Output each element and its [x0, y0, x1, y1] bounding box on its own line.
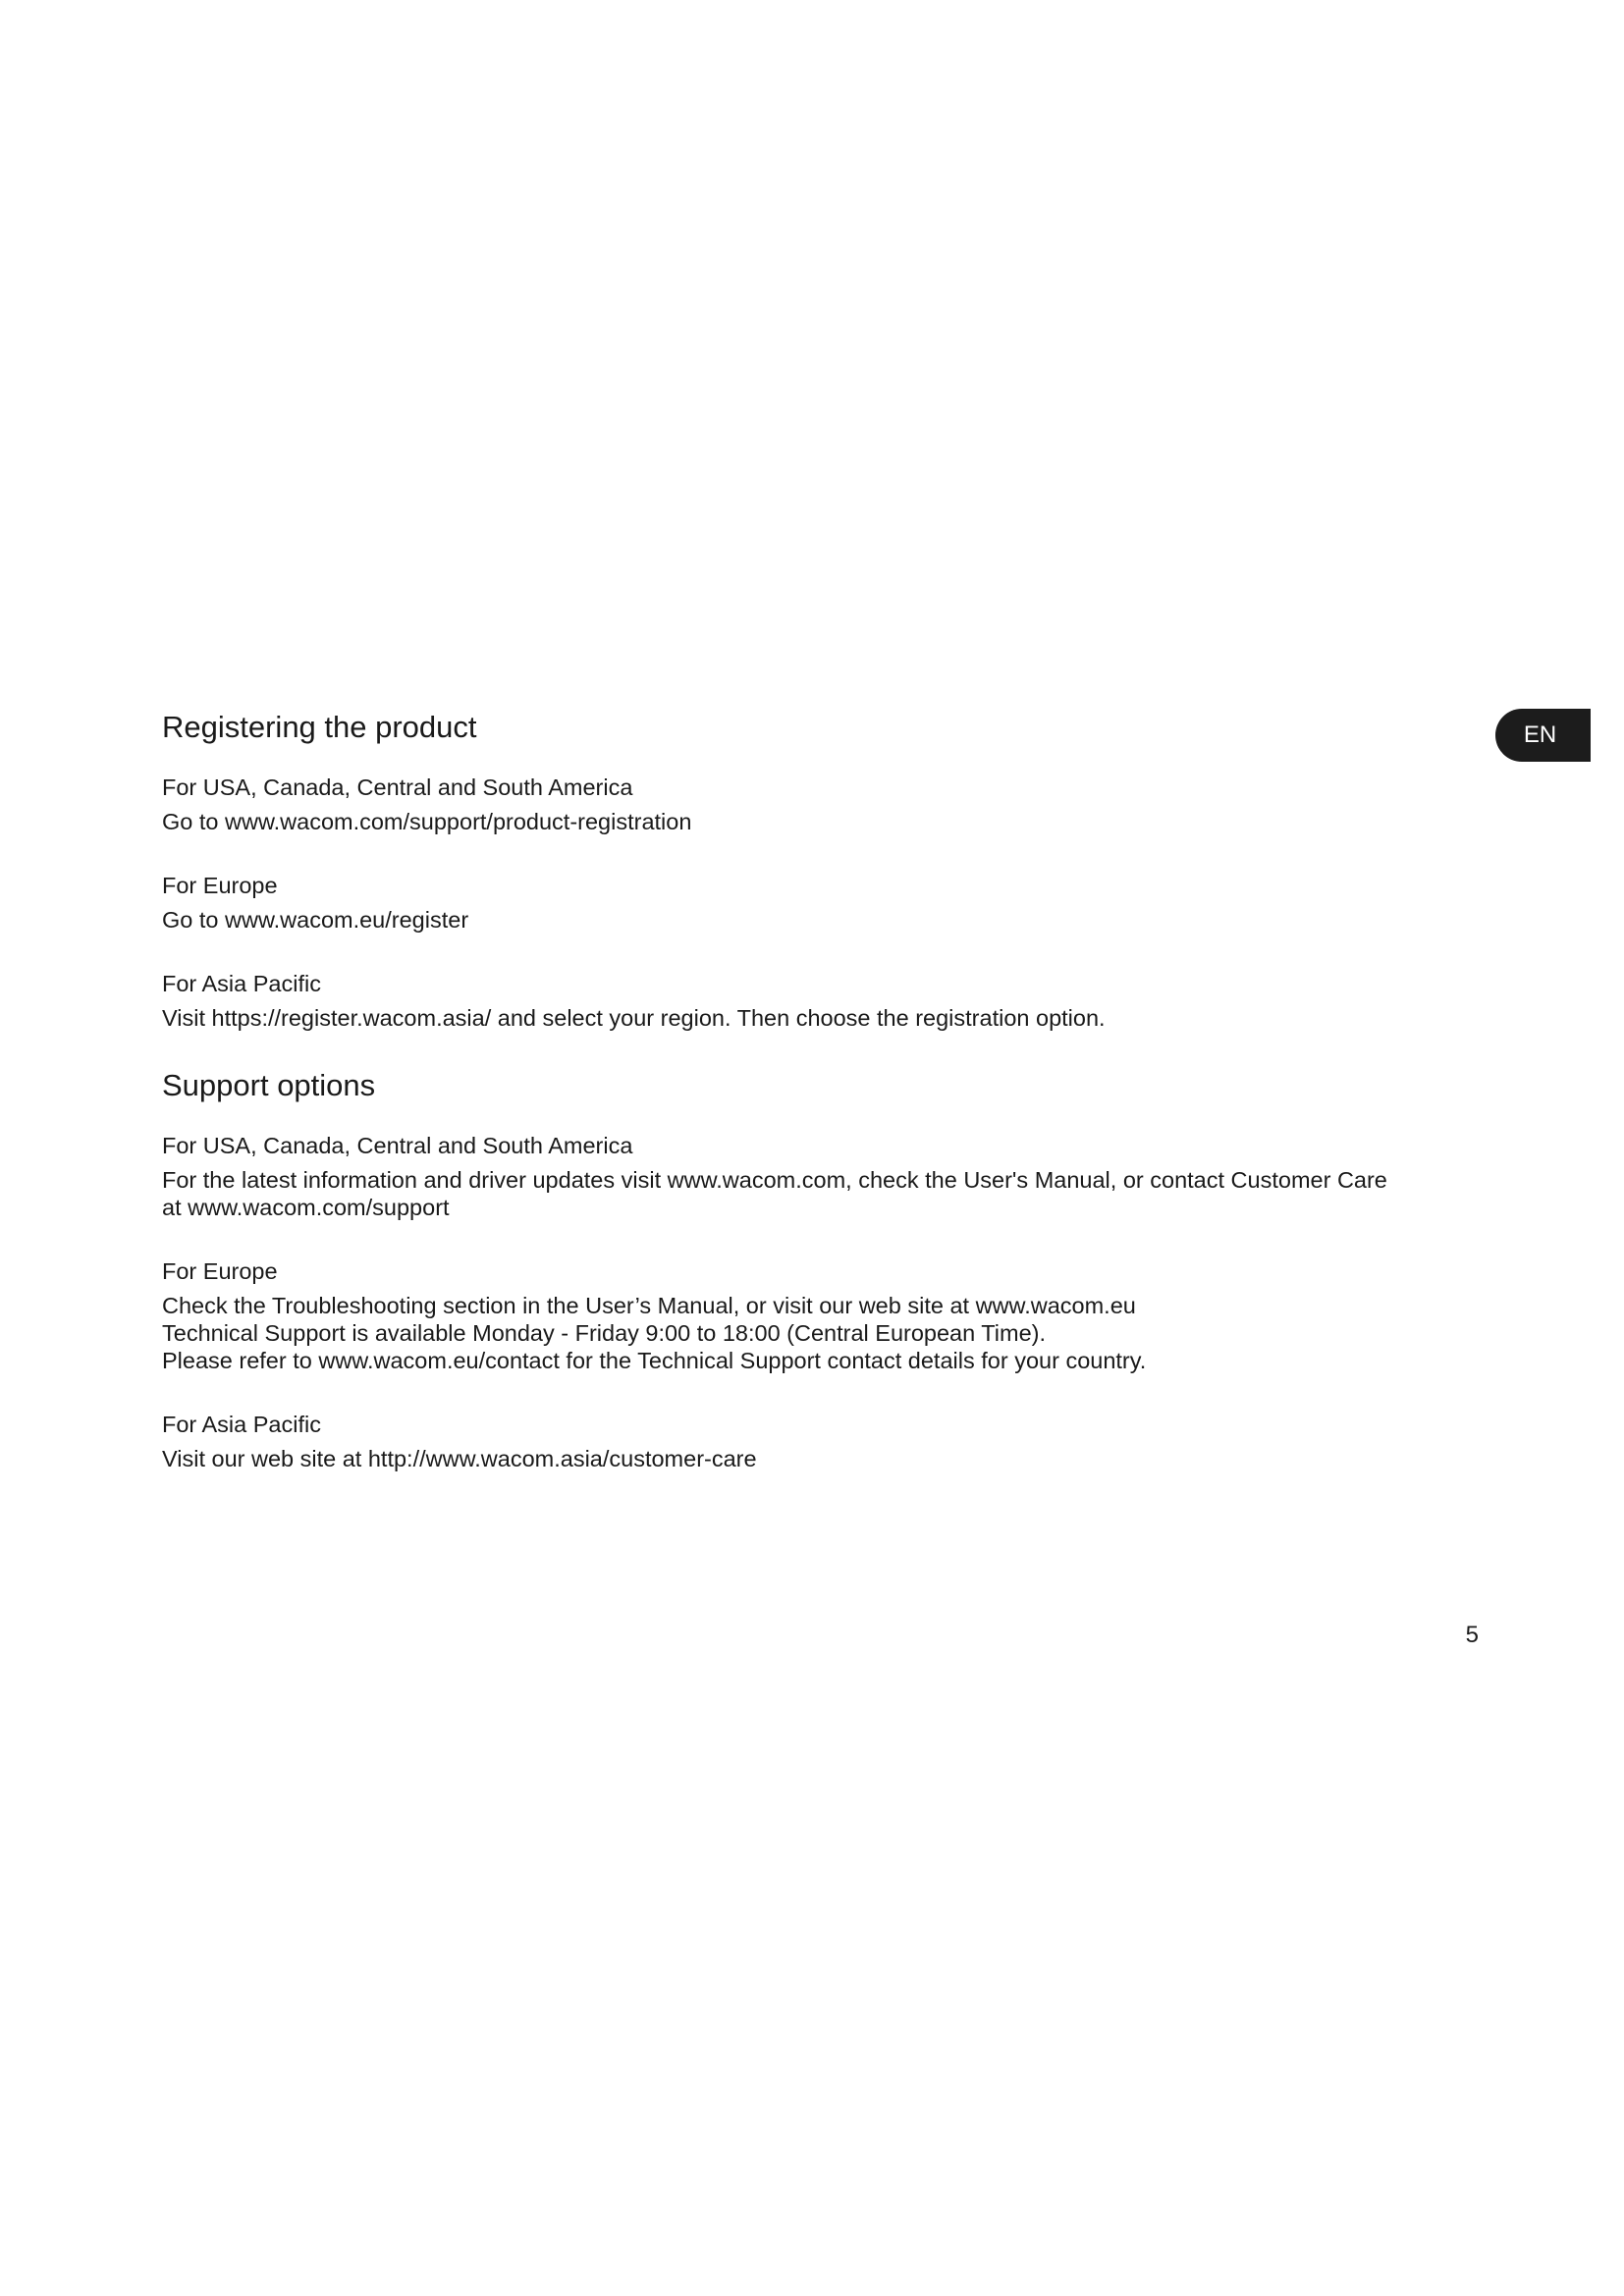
region-label: For USA, Canada, Central and South America — [162, 1133, 633, 1158]
language-tab: EN — [1495, 709, 1591, 762]
registering-asia-block — [162, 970, 1478, 1032]
support-text-line: Check the Troubleshooting section in the User’s Manual, or visit our web site at www.wacom.eu — [162, 1293, 1136, 1318]
region-label: For Asia Pacific — [162, 971, 321, 996]
support-usa-block — [162, 1132, 1478, 1221]
support-heading: Support options — [162, 1068, 376, 1102]
registration-link-text: Go to www.wacom.eu/register — [162, 907, 469, 933]
page-number: 5 — [1465, 1622, 1479, 1648]
registering-europe-block — [162, 872, 1478, 934]
support-text-line: Visit our web site at http://www.wacom.asia/customer-care — [162, 1446, 757, 1471]
region-label: For USA, Canada, Central and South America — [162, 774, 633, 800]
region-label: For Europe — [162, 1258, 278, 1284]
support-asia-block — [162, 1411, 1478, 1472]
support-text-line: Technical Support is available Monday - Friday 9:00 to 18:00 (Central European Time). — [162, 1320, 1046, 1346]
support-text-line: at www.wacom.com/support — [162, 1195, 450, 1220]
registration-link-text: Visit https://register.wacom.asia/ and select your region. Then choose the registration option. — [162, 1005, 1106, 1031]
registration-link-text: Go to www.wacom.com/support/product-registration — [162, 809, 692, 834]
region-label: For Asia Pacific — [162, 1412, 321, 1437]
registering-heading: Registering the product — [162, 710, 477, 744]
support-text-line: For the latest information and driver updates visit www.wacom.com, check the User's Manual, or contact Customer Care — [162, 1167, 1387, 1193]
page-content — [162, 709, 1478, 1472]
support-europe-block — [162, 1257, 1478, 1374]
registering-usa-block — [162, 774, 1478, 835]
region-label: For Europe — [162, 873, 278, 898]
support-text-line: Please refer to www.wacom.eu/contact for the Technical Support contact details for your country. — [162, 1348, 1147, 1373]
